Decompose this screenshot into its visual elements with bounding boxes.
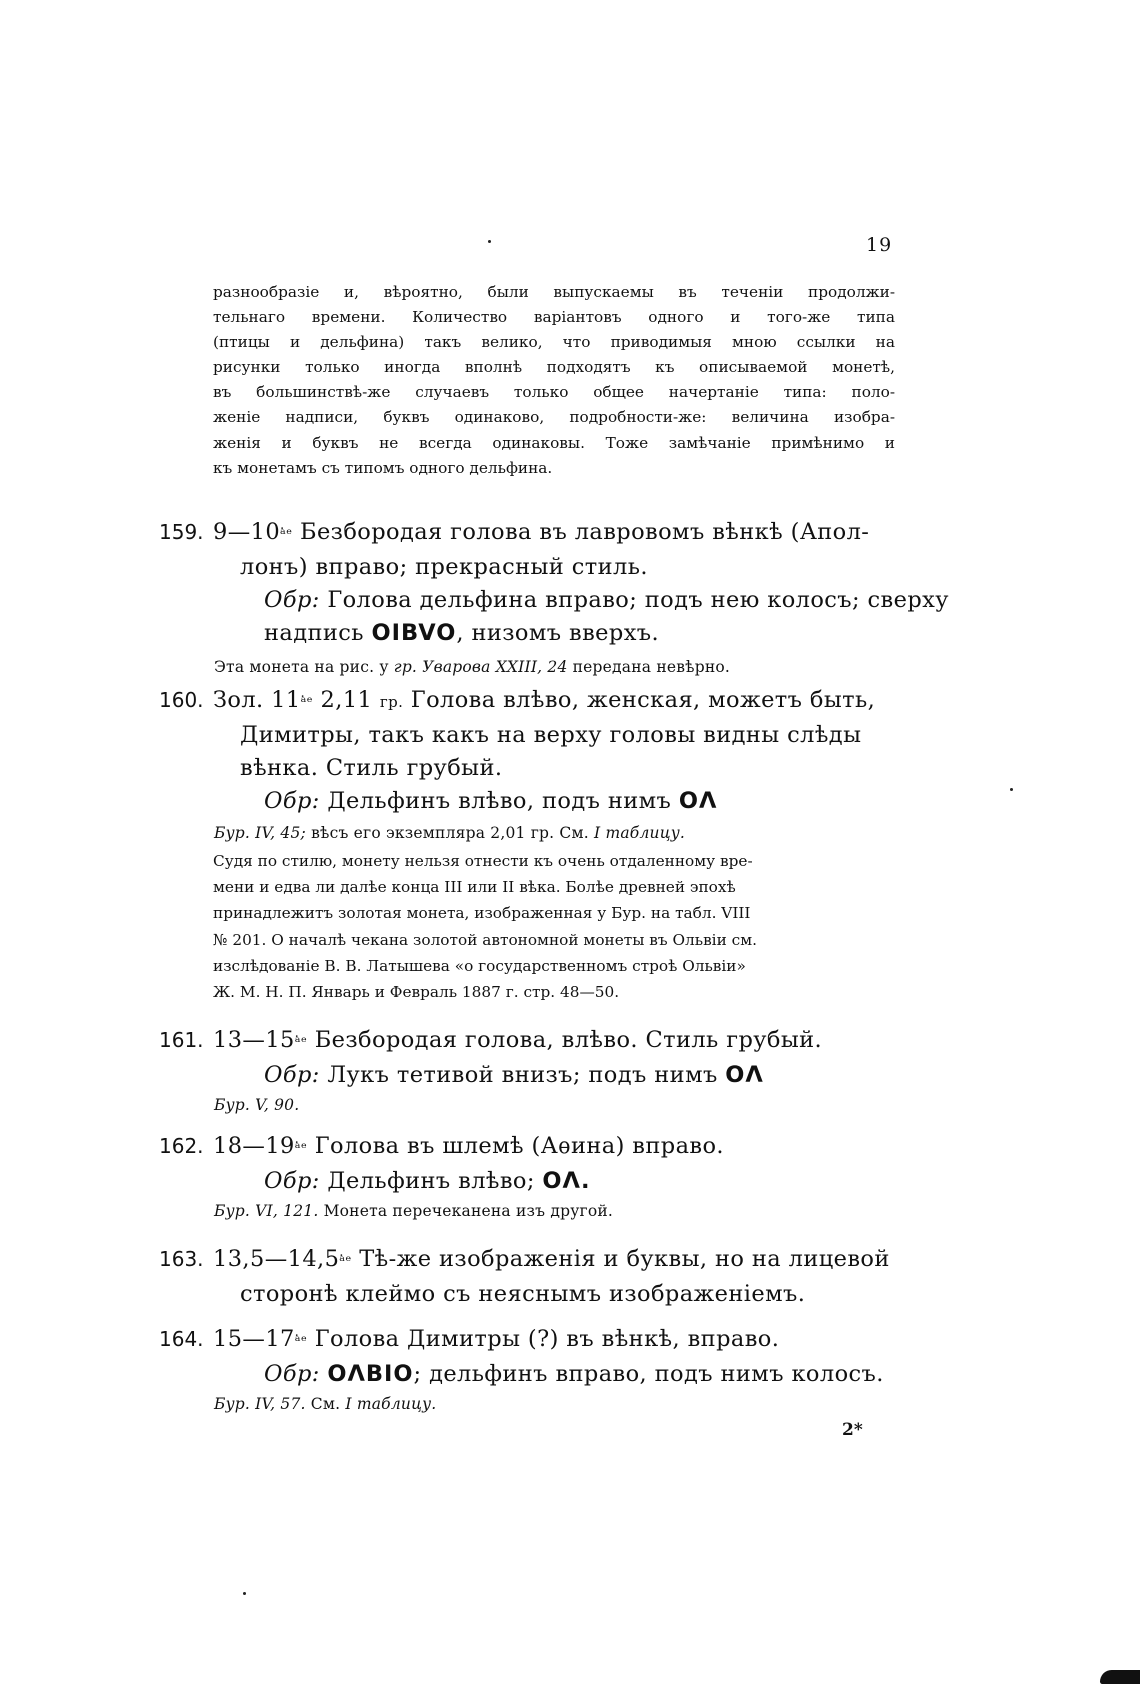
ink-blot <box>1100 1670 1140 1684</box>
obverse-label: Обр: <box>264 1062 320 1088</box>
entry-note <box>159 1198 899 1225</box>
intro-line: (птицы и дельфина) такъ велико, что приводимыя мною ссылки на <box>213 333 895 352</box>
entry-number: 163. <box>159 1247 204 1271</box>
reference: I таблицу. <box>345 1395 437 1413</box>
reference: Бур. IV, 45; <box>214 824 306 842</box>
reference: Бур. V, 90. <box>214 1096 300 1114</box>
coin-legend: OΛ. <box>542 1168 591 1194</box>
legend-prefix: надпись <box>264 620 372 646</box>
speck <box>243 1592 246 1595</box>
material-mark-icon: ᵃ̇ᵉ <box>294 1332 308 1350</box>
obverse-description: Дельфинъ влѣво, подъ нимъ <box>319 788 679 814</box>
material-mark-icon: ᵃ̇ᵉ <box>300 693 313 711</box>
obverse-label: Обр: <box>264 587 320 613</box>
catalog-entry-162 <box>159 1130 899 1225</box>
coin-size: 18—19 <box>213 1133 295 1159</box>
catalog-entry-163 <box>159 1243 899 1311</box>
comment-line: Судя по стилю, монету нельзя отнести къ очень отдаленному вре- <box>213 852 753 870</box>
coin-legend: OΛBIO <box>327 1361 414 1387</box>
entry-description: Димитры, такъ какъ на верху головы видны слѣды <box>240 722 862 748</box>
material-mark-icon: ᵃ̇ᵉ <box>294 1033 308 1051</box>
entry-number: 164. <box>159 1327 204 1351</box>
commentary-paragraph <box>213 848 895 1005</box>
comment-line: Ж. М. Н. П. Январь и Февраль 1887 г. стр. 48—50. <box>213 983 620 1002</box>
reference: Бур. VI, 121. <box>214 1202 319 1220</box>
coin-size: 13,5—14,5 <box>213 1246 340 1272</box>
intro-line: женіе надписи, буквъ одинаково, подробности-же: величина изобра- <box>213 408 895 427</box>
entry-note <box>159 654 899 681</box>
note-text: Эта монета на рис. у <box>214 658 394 676</box>
note-text: Монета перечеканена изъ другой. <box>318 1202 614 1220</box>
note-text: передана невѣрно. <box>567 658 731 676</box>
obverse-description: ; дельфинъ вправо, подъ нимъ колосъ. <box>413 1361 884 1387</box>
coin-size: 13—15 <box>213 1027 295 1053</box>
obverse-label: Обр: <box>264 1168 320 1194</box>
comment-line: № 201. О началѣ чекана золотой автономной монеты въ Ольвіи см. <box>213 930 757 949</box>
coin-legend: OΛ <box>725 1062 764 1088</box>
legend-suffix: , низомъ вверхъ. <box>456 620 660 646</box>
page-number: 19 <box>866 234 893 256</box>
intro-line: женія и буквъ не всегда одинаковы. Тоже замѣчаніе примѣнимо и <box>213 433 895 452</box>
entry-description: вѣнка. Стиль грубый. <box>240 755 503 781</box>
entry-number: 160. <box>159 688 204 712</box>
catalog-entry-161 <box>159 1024 899 1119</box>
intro-line: разнообразіе и, вѣроятно, были выпускаемы въ теченіи продолжи- <box>213 283 895 301</box>
coin-size: 9—10 <box>213 519 281 545</box>
material-mark-icon: ᵃ̇ᵉ <box>339 1252 352 1270</box>
entry-note <box>159 1092 899 1119</box>
catalog-entry-160 <box>159 684 899 847</box>
intro-line: къ монетамъ съ типомъ одного дельфина. <box>213 458 553 477</box>
coin-legend: OΛ <box>678 788 718 814</box>
entry-number: 162. <box>159 1134 204 1158</box>
intro-line: въ большинствѣ-же случаевъ только общее начертаніе типа: поло- <box>213 383 895 402</box>
entry-description: Безбородая голова, влѣво. Стиль грубый. <box>307 1027 823 1053</box>
obverse-label: Обр: <box>264 788 320 814</box>
obverse-label: Обр: <box>264 1361 320 1387</box>
obverse-description: Голова дельфина вправо; подъ нею колосъ; сверху <box>319 587 949 613</box>
obverse-description: Дельфинъ влѣво; <box>319 1168 543 1194</box>
entry-description: Голова въ шлемѣ (Аѳина) вправо. <box>307 1133 724 1159</box>
entry-note <box>159 1391 899 1418</box>
entry-note <box>159 820 899 847</box>
reference: I таблицу. <box>594 824 686 842</box>
comment-line: принадлежитъ золотая монета, изображенная у Бур. на табл. VIII <box>213 904 751 923</box>
coin-weight: 2,11 <box>313 687 380 713</box>
entry-description: Голова Димитры (?) въ вѣнкѣ, вправо. <box>307 1326 780 1352</box>
speck <box>1010 788 1013 791</box>
entry-number: 161. <box>159 1028 204 1052</box>
coin-size: 15—17 <box>213 1326 295 1352</box>
weight-unit: гр. <box>379 693 404 711</box>
entry-description: Тѣ-же изображенія и буквы, но на лицевой <box>351 1246 890 1272</box>
material-mark-icon: ᵃ̇ᵉ <box>280 525 293 543</box>
obverse-description: Лукъ тетивой внизъ; подъ нимъ <box>319 1062 726 1088</box>
coin-legend: OIBVO <box>371 620 457 646</box>
entry-description: Безбородая голова въ лавровомъ вѣнкѣ (Апол- <box>292 519 870 545</box>
signature-mark: 2* <box>842 1420 863 1440</box>
intro-paragraph <box>213 280 895 481</box>
material-mark-icon: ᵃ̇ᵉ <box>294 1139 308 1157</box>
speck <box>488 240 491 243</box>
note-text: вѣсъ его экземпляра 2,01 гр. См. <box>305 824 594 842</box>
entry-description: лонъ) вправо; прекрасный стиль. <box>240 554 648 580</box>
intro-line: тельнаго времени. Количество варіантовъ одного и того-же типа <box>213 308 895 327</box>
note-text: См. <box>305 1395 346 1413</box>
comment-line: мени и едва ли далѣе конца III или II вѣка. Болѣе древней эпохѣ <box>213 878 736 897</box>
reference: Бур. IV, 57. <box>214 1395 306 1413</box>
entry-description: сторонѣ клеймо съ неяснымъ изображеніемъ. <box>240 1281 806 1307</box>
catalog-entry-164 <box>159 1323 899 1418</box>
reference: гр. Уварова XXIII, 24 <box>393 658 568 676</box>
entry-number: 159. <box>159 520 204 544</box>
entry-description: Голова влѣво, женская, можетъ быть, <box>403 687 876 713</box>
comment-line: изслѣдованіе В. В. Латышева «о государственномъ строѣ Ольвіи» <box>213 956 746 975</box>
catalog-entry-159 <box>159 516 949 681</box>
coin-metal: Зол. 11 <box>213 687 301 713</box>
intro-line: рисунки только иногда вполнѣ подходятъ къ описываемой монетѣ, <box>213 358 895 377</box>
